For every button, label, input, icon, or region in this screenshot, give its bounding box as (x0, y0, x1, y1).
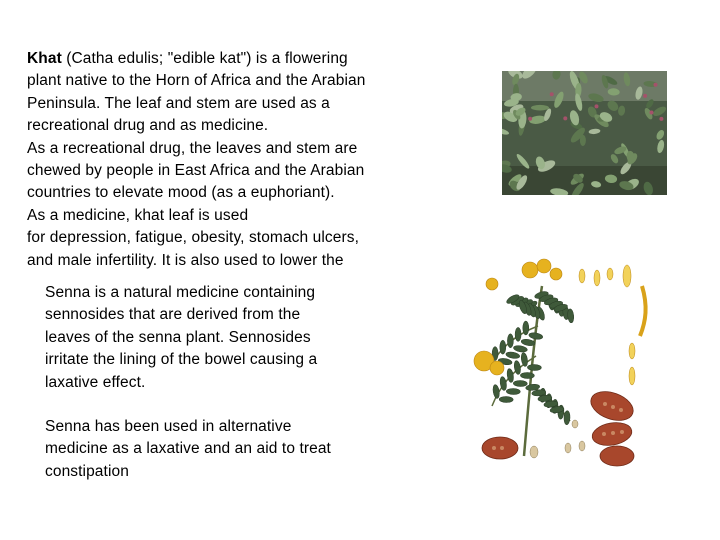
senna-line: irritate the lining of the bowel causing a (45, 351, 318, 369)
khat-line (27, 48, 427, 70)
khat-term: Khat (27, 50, 62, 67)
paragraph-gap (45, 394, 385, 416)
khat-line: countries to elevate mood (as a euphoriant). (27, 184, 335, 202)
khat-line: Peninsula. The leaf and stem are used as a (27, 94, 330, 112)
senna-line: medicine as a laxative and an aid to treat (45, 440, 331, 458)
khat-plant-photo (502, 71, 667, 195)
senna-line: constipation (45, 462, 129, 480)
khat-line: As a recreational drug, the leaves and stem are (27, 139, 358, 157)
khat-line: As a medicine, khat leaf is used (27, 206, 249, 224)
senna-botanical-illustration (472, 256, 662, 474)
senna-line: Senna is a natural medicine containing (45, 284, 316, 301)
khat-line: and male infertility. It is also used to lower the (27, 251, 344, 269)
senna-line: Senna has been used in alternative (45, 418, 292, 436)
senna-line: sennosides that are derived from the (45, 306, 301, 324)
khat-line: for depression, fatigue, obesity, stomach ulcers, (27, 229, 359, 247)
khat-text-block (27, 48, 427, 272)
senna-line: leaves of the senna plant. Sennosides (45, 328, 311, 346)
khat-line: chewed by people in East Africa and the Arabian (27, 162, 365, 180)
khat-line: plant native to the Horn of Africa and the Arabian (27, 72, 366, 90)
khat-line: recreational drug and as medicine. (27, 117, 269, 135)
senna-line: laxative effect. (45, 373, 146, 391)
senna-text-block (45, 282, 385, 483)
khat-line-rest: (Catha edulis; "edible kat") is a flowering (61, 50, 348, 67)
